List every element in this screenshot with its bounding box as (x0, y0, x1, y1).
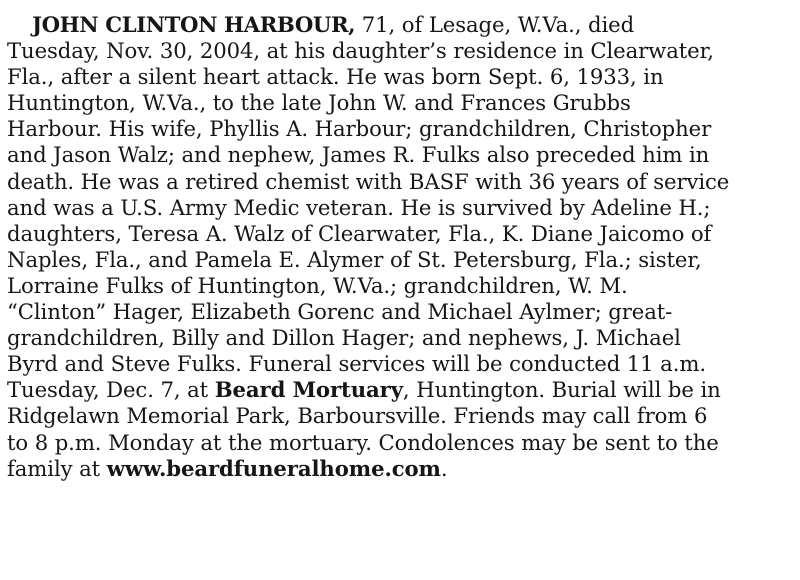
obituary-line: Lorraine Fulks of Huntington, W.Va.; grandchildren, W. M. (7, 272, 628, 298)
obituary-text-block (7, 12, 797, 482)
obituary-line-1 (7, 12, 797, 38)
obituary-line: and Jason Walz; and nephew, James R. Fulks also preceded him in (7, 142, 710, 168)
website-intro-text: family at (7, 455, 107, 481)
obituary-line: Harbour. His wife, Phyllis A. Harbour; grandchildren, Christopher (7, 116, 712, 142)
obituary-line: daughters, Teresa A. Walz of Clearwater, Fla., K. Diane Jaicomo of (7, 220, 712, 246)
obituary-line: Fla., after a silent heart attack. He was born Sept. 6, 1933, in (7, 64, 664, 90)
funeral-home-website: www.beardfuneralhome.com (106, 455, 441, 481)
mortuary-name: Beard Mortuary (214, 377, 403, 403)
obituary-line: death. He was a retired chemist with BASF with 36 years of service (7, 168, 730, 194)
obituary-line: to 8 p.m. Monday at the mortuary. Condolences may be sent to the (7, 429, 719, 455)
obituary-line: “Clinton” Hager, Elizabeth Gorenc and Michael Aylmer; great- (7, 299, 673, 325)
deceased-name: JOHN CLINTON HARBOUR, (32, 12, 356, 37)
obituary-line: and was a U.S. Army Medic veteran. He is survived by Adeline H.; (7, 194, 711, 220)
obituary-line: Ridgelawn Memorial Park, Barboursville. Friends may call from 6 (7, 403, 708, 429)
obituary-line-website (7, 456, 797, 482)
obituary-line: Huntington, W.Va., to the late John W. and Frances Grubbs (7, 90, 631, 116)
burial-text: , Huntington. Burial will be in (402, 377, 721, 403)
obituary-line: Byrd and Steve Fulks. Funeral services will be conducted 11 a.m. (7, 351, 706, 377)
obituary-line-funeral-date (7, 377, 797, 403)
closing-period: . (440, 455, 448, 481)
funeral-date-text: Tuesday, Dec. 7, at (7, 377, 215, 403)
obituary-line: grandchildren, Billy and Dillon Hager; and nephews, J. Michael (7, 325, 681, 351)
obituary-line: Tuesday, Nov. 30, 2004, at his daughter’s residence in Clearwater, (7, 38, 714, 64)
obituary-intro-text: 71, of Lesage, W.Va., died (355, 12, 635, 37)
obituary-line: Naples, Fla., and Pamela E. Alymer of St. Petersburg, Fla.; sister, (7, 246, 702, 272)
